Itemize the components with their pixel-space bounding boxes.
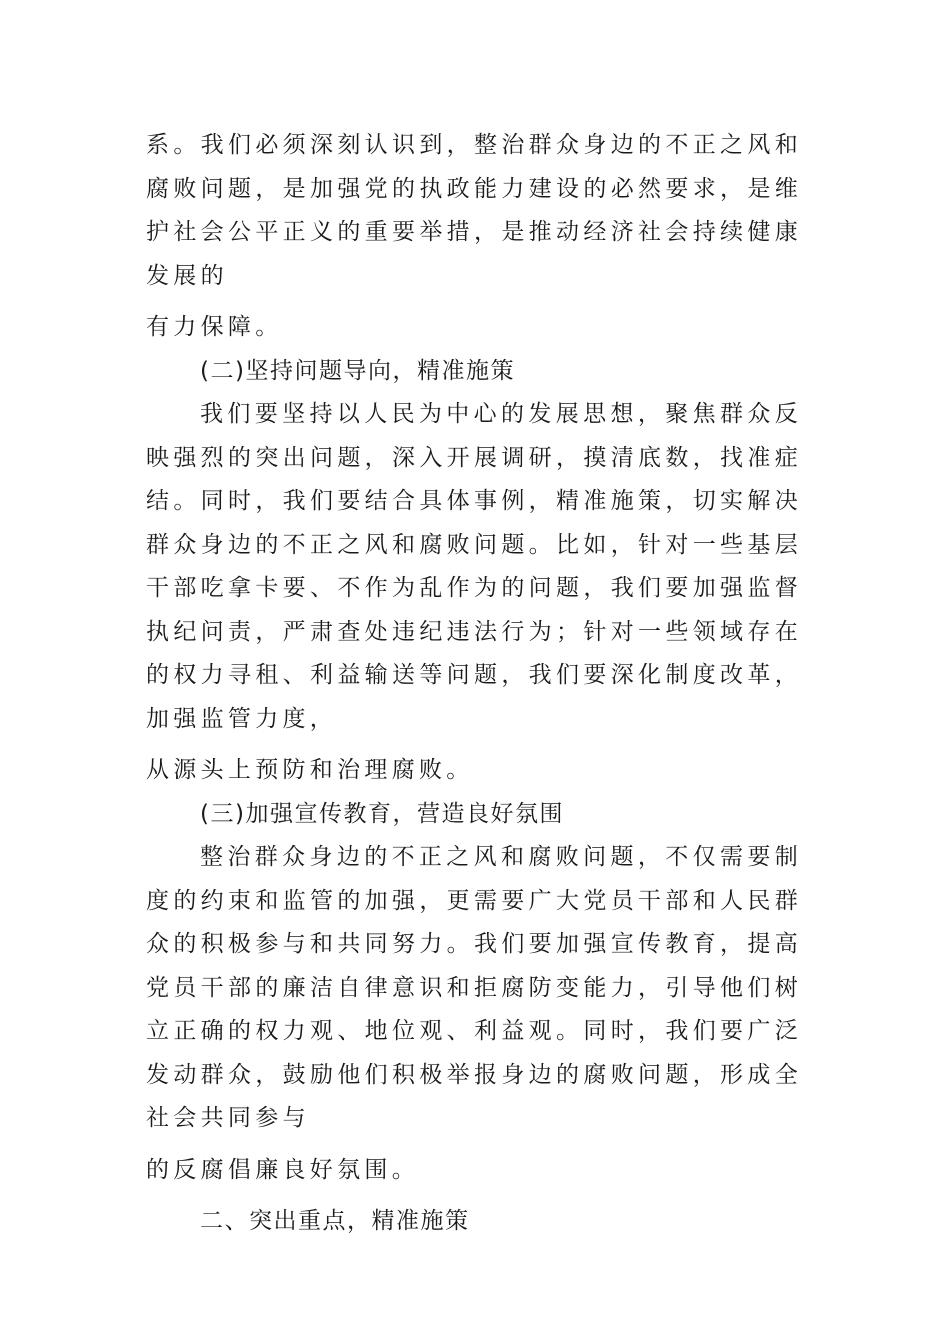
spacer bbox=[146, 1141, 802, 1149]
paragraph-problem-oriented-end: 从源头上预防和治理腐败。 bbox=[146, 757, 474, 783]
paragraph-publicity-education-end: 的反腐倡廉良好氛围。 bbox=[146, 1156, 419, 1183]
section-heading-main-2: 二、突出重点，精准施策 bbox=[200, 1208, 470, 1234]
paragraph-problem-oriented: 我们要坚持以人民为中心的发展思想，聚焦群众反映强烈的突出问题，深入开展调研，摸清底数，找准症结。同时，我们要结合具体事例，精准施策，切实解决群众身边的不正之风和腐败问题。比如，针对一些基层干部吃拿卡要、不作为乱作为的问题，我们要加强监督执纪问责，严肃查处违纪违法行为；针对一些领域存在的权力寻租、利益输送等问题，我们要深化制度改革，加强监管力度， bbox=[146, 401, 802, 732]
spacer bbox=[146, 741, 802, 749]
document-body bbox=[146, 124, 802, 1244]
paragraph-continuation-end: 有力保障。 bbox=[146, 314, 283, 340]
section-heading-3: (三)加强宣传教育，营造良好氛围 bbox=[200, 800, 564, 827]
section-heading-2: (二)坚持问题导向，精准施策 bbox=[200, 357, 515, 384]
paragraph-publicity-education: 整治群众身边的不正之风和腐败问题，不仅需要制度的约束和监管的加强，更需要广大党员干部和人民群众的积极参与和共同努力。我们要加强宣传教育，提高党员干部的廉洁自律意识和拒腐防变能力，引导他们树立正确的权力观、地位观、利益观。同时，我们要广泛发动群众，鼓励他们积极举报身边的腐败问题，形成全社会共同参与 bbox=[146, 844, 802, 1131]
spacer bbox=[146, 298, 802, 306]
paragraph-continuation: 系。我们必须深刻认识到，整治群众身边的不正之风和腐败问题，是加强党的执政能力建设的必然要求，是维护社会公平正义的重要举措，是推动经济社会持续健康发展的 bbox=[146, 132, 802, 289]
spacer bbox=[146, 1192, 802, 1200]
